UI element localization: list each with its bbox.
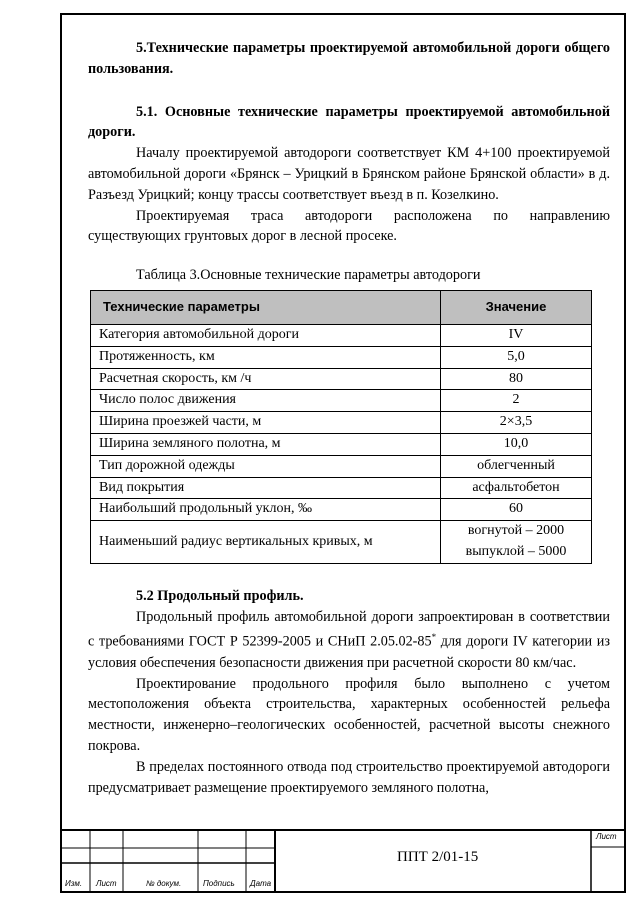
footnote-mark: * (431, 632, 437, 643)
row-param: Ширина проезжей части, м (91, 412, 441, 434)
row-param: Ширина земляного полотна, м (91, 433, 441, 455)
row-param: Тип дорожной одежды (91, 455, 441, 477)
row-param: Наименьший радиус вертикальных кривых, м (91, 521, 441, 564)
stamp-label-signature: Подпись (203, 879, 235, 888)
header-value: Значение (441, 290, 592, 324)
table-row (91, 346, 592, 368)
title-block (60, 829, 626, 893)
row-value: 10,0 (441, 433, 592, 455)
section-5-1-paragraph-1: Началу проектируемой автодороги соответствует КМ 4+100 проектируемой автомобильной дороги «Брянск – Урицкий в Брянском районе Брянской области» в д. Разъезд Урицкий; концу трассы соответствует въезд в п. Козелкино. (88, 145, 610, 203)
row-param: Число полос движения (91, 390, 441, 412)
section-5-2-heading: 5.2 Продольный профиль. (136, 587, 304, 604)
section-5-2-paragraph-3: В пределах постоянного отвода под строительство проектируемой автодороги предусматривает размещение проектируемого земляного полотна, (88, 758, 610, 796)
row-param: Наибольший продольный уклон, ‰ (91, 499, 441, 521)
row-value: 60 (441, 499, 592, 521)
table-row (91, 412, 592, 434)
row-param: Расчетная скорость, км /ч (91, 368, 441, 390)
table-header-row (91, 290, 592, 324)
table-row (91, 390, 592, 412)
table-caption: Таблица 3.Основные технические параметры автодороги (136, 267, 481, 284)
table-row (91, 368, 592, 390)
table-row (91, 521, 592, 564)
row-value: 2×3,5 (441, 412, 592, 434)
table-row (91, 455, 592, 477)
section-5-2-paragraph-1 (88, 607, 610, 674)
section-5-1-heading: 5.1. Основные технические параметры проектируемой автомобильной дороги. (88, 103, 610, 141)
row-value: 2 (441, 390, 592, 412)
section-5-2-paragraph-2: Проектирование продольного профиля было выполнено с учетом местоположения объекта строительства, характерных особенностей рельефа местности, инженерно–геологических особенностей, расчетной высоты снежного покрова. (88, 675, 610, 755)
title-block-grid (60, 829, 626, 893)
row-value: 5,0 (441, 346, 592, 368)
row-value: асфальтобетон (441, 477, 592, 499)
table-row (91, 499, 592, 521)
section-5-1-paragraph-2: Проектируемая траса автодороги расположена по направлению существующих грунтовых дорог в лесной просеке. (88, 207, 610, 245)
document-body (88, 38, 610, 798)
row-value: 80 (441, 368, 592, 390)
stamp-label-sheet: Лист (96, 879, 117, 888)
table-row (91, 477, 592, 499)
header-parameters: Технические параметры (91, 290, 441, 324)
parameters-table (90, 290, 592, 564)
row-param: Протяженность, км (91, 346, 441, 368)
row-param: Вид покрытия (91, 477, 441, 499)
row-value-line-1: вогнутой – 2000 (467, 523, 565, 539)
stamp-label-change: Изм. (65, 879, 83, 888)
stamp-label-doc: № докум. (146, 879, 182, 888)
document-code: ППТ 2/01-15 (397, 849, 479, 865)
section-5-heading: 5.Технические параметры проектируемой автомобильной дороги общего пользования. (88, 40, 610, 77)
row-value: IV (441, 324, 592, 346)
stamp-label-date: Дата (250, 879, 272, 888)
row-value: облегченный (441, 455, 592, 477)
table-row (91, 324, 592, 346)
table-row (91, 433, 592, 455)
paragraph-text: Продольный профиль автомобильной дороги запроектирован в соответствии с требованиями ГОСТ Р 52399-2005 и СНиП 2.05.02-85 (88, 608, 610, 651)
row-value-line-2: выпуклой – 5000 (465, 543, 567, 559)
paragraph-text-cont: для дороги IV категории из условия обеспечения безопасности движения при расчетной скорости 80 км/час. (88, 634, 611, 671)
row-param: Категория автомобильной дороги (91, 324, 441, 346)
row-value (441, 521, 592, 564)
sheet-label: Лист (596, 832, 617, 841)
